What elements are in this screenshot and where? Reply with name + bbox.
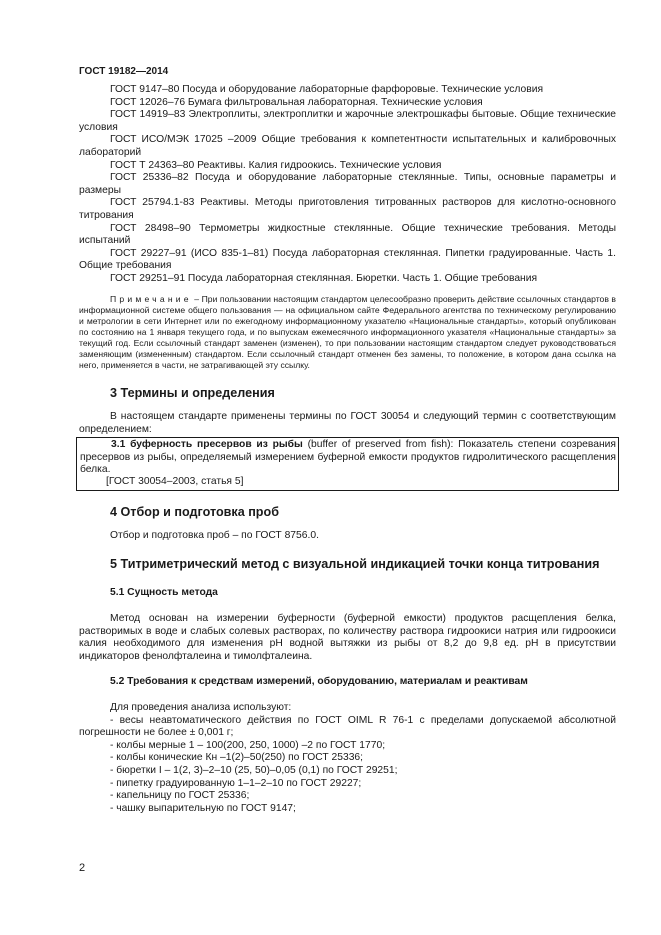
list-item: - колбы конические Кн –1(2)–50(250) по ГОСТ 25336; xyxy=(110,752,364,764)
note-block xyxy=(79,294,616,371)
reference-item: ГОСТ 9147–80 Посуда и оборудование лабораторные фарфоровые. Технические условия xyxy=(110,84,544,95)
reference-item: ГОСТ 28498–90 Термометры жидкостные стеклянные. Общие технические требования. Методы испытаний xyxy=(79,222,616,247)
note-paragraph xyxy=(79,294,616,371)
section-5-2-intro: Для проведения анализа используют: xyxy=(110,701,292,713)
page-number: 2 xyxy=(79,862,86,874)
term-name: буферность пресервов из рыбы xyxy=(130,439,303,451)
section-5-2-heading: 5.2 Требования к средствам измерений, оборудованию, материалам и реактивам xyxy=(110,676,528,688)
list-item: - капельницу по ГОСТ 25336; xyxy=(110,790,250,802)
section-3-heading: 3 Термины и определения xyxy=(110,385,275,400)
list-item: - пипетку градуированную 1–1–2–10 по ГОСТ 29227; xyxy=(110,777,362,789)
list-item: - бюретки I – 1(2, 3)–2–10 (25, 50)–0,05 (0,1) по ГОСТ 29251; xyxy=(110,764,398,776)
reference-item: ГОСТ ИСО/МЭК 17025 –2009 Общие требования к компетентности испытательных и калибровочных лабораторий xyxy=(79,134,616,158)
note-text: – При пользовании настоящим стандартом целесообразно проверить действие ссылочных стандартов в информационной системе общего пользования — на официальном сайте Федерального агентства по техническому регулированию и метрологии в сети Интернет или по ежегодному информационному указателю «Национальные стандарты», который опубликован по состоянию на 1 января текущего года, и по выпускам ежемесячного информационного указателя «Национальные стандарты» за текущий год. Если ссылочный стандарт заменен (изменен), то при пользовании настоящим стандартом следует руководствоваться заменяющим (измененным) стандартом. Если ссылочный стандарт отменен без замены, то положение, в котором дана ссылка на него, применяется в части, не затрагивающей эту ссылку. xyxy=(79,293,616,370)
term-definition-box xyxy=(76,437,619,491)
list-item: - чашку выпарительную по ГОСТ 9147; xyxy=(110,802,296,814)
reference-item: ГОСТ 14919–83 Электроплиты, электроплитки и жарочные электрошкафы бытовые. Общие технические условия xyxy=(79,109,616,133)
reference-item: ГОСТ 29227–91 (ИСО 835-1–81) Посуда лабораторная стеклянная. Пипетки градуированные. Часть 1. Общие требования xyxy=(79,247,616,272)
section-5-heading: 5 Титриметрический метод с визуальной индикацией точки конца титрования xyxy=(110,556,600,571)
term-definition xyxy=(80,439,616,476)
section-4-text: Отбор и подготовка проб – по ГОСТ 8756.0. xyxy=(110,530,319,542)
page-content xyxy=(79,84,616,815)
page-header: ГОСТ 19182—2014 xyxy=(79,66,169,77)
section-4-heading: 4 Отбор и подготовка проб xyxy=(110,504,279,519)
term-definition-text: (buffer of preserved from fish): Показатель степени созревания пресервов из рыбы, определяемый измерением буферной емкости продуктов гидролитического расщепления белка. xyxy=(80,439,617,475)
note-label: Примечание xyxy=(110,293,192,304)
equipment-list xyxy=(79,715,616,816)
list-item: - весы неавтоматического действия по ГОСТ OIML R 76-1 с пределами допускаемой абсолютной погрешности не более ± 0,001 г; xyxy=(79,714,616,739)
normative-references-list xyxy=(79,84,616,286)
term-source: [ГОСТ 30054–2003, статья 5] xyxy=(106,476,244,488)
reference-item: ГОСТ 12026–76 Бумага фильтровальная лабораторная. Технические условия xyxy=(110,96,483,108)
reference-item: ГОСТ 29251–91 Посуда лабораторная стеклянная. Бюретки. Часть 1. Общие требования xyxy=(110,272,538,284)
reference-item: ГОСТ 25794.1-83 Реактивы. Методы приготовления титрованных растворов для кислотно-основного титрования xyxy=(79,197,616,221)
section-5-1-text: Метод основан на измерении буферности (буферной емкости) продуктов расщепления белка, растворимых в воде и слабых солевых растворах, по количеству раствора гидроокиси натрия или гидроокиси калия необходимого для изменения pH водной вытяжки из рыбы от 8,2 до 9,8 ед. pH в присутствии индикаторов фенолфталеина и тимолфталеина. xyxy=(79,613,616,662)
term-number: 3.1 xyxy=(111,439,126,451)
reference-item: ГОСТ Т 24363–80 Реактивы. Калия гидроокись. Технические условия xyxy=(110,159,442,171)
section-3-intro: В настоящем стандарте применены термины по ГОСТ 30054 и следующий термин с соответствующим определением: xyxy=(79,411,616,435)
reference-item: ГОСТ 25336–82 Посуда и оборудование лабораторные стеклянные. Типы, основные параметры и размеры xyxy=(79,172,616,196)
list-item: - колбы мерные 1 – 100(200, 250, 1000) –2 по ГОСТ 1770; xyxy=(110,739,386,751)
section-5-1-heading: 5.1 Сущность метода xyxy=(110,587,218,599)
